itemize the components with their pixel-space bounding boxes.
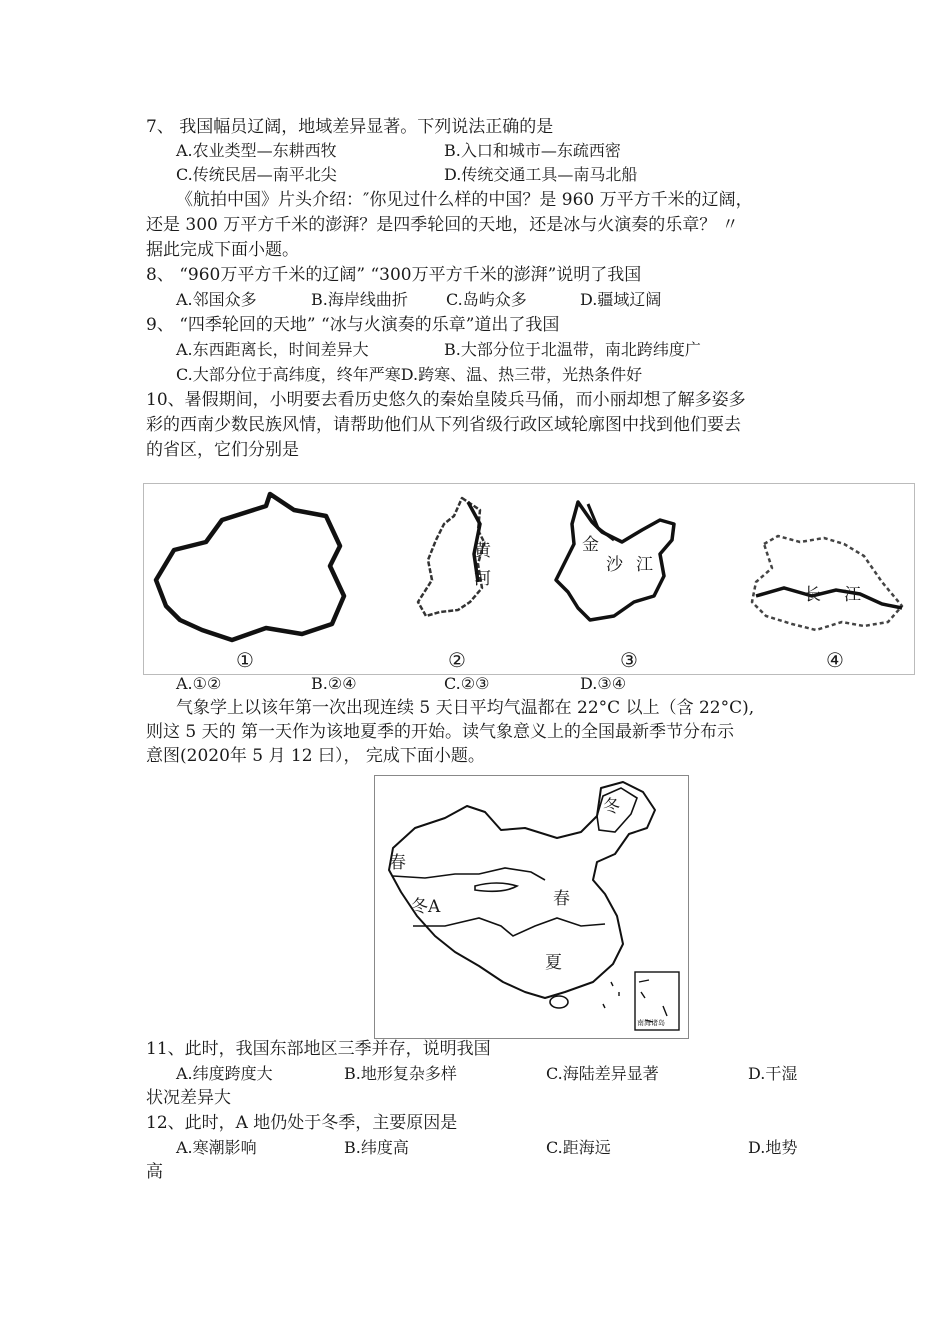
label-circle-4: ④: [826, 648, 844, 672]
province-outlines: [144, 484, 914, 674]
label-circle-2: ②: [448, 648, 466, 672]
q12-option-d: D.地势: [748, 1138, 798, 1157]
q10-option-b: B.②④: [311, 674, 357, 693]
intro2-line3: 意图(2020年 5 月 12 曰）， 完成下面小题。: [146, 746, 485, 766]
q8-option-d: D.疆域辽阔: [580, 290, 662, 309]
label-circle-1: ①: [236, 648, 254, 672]
q9-option-cd: C.大部分位于高纬度，终年严寒D.跨寒、温、热三带，光热条件好: [176, 365, 643, 384]
q11-option-b: B.地形复杂多样: [344, 1064, 457, 1083]
label-chang: 长: [804, 585, 821, 605]
question-10-line1: 10、暑假期间，小明要去看历史悠久的秦始皇陵兵马俑，而小丽却想了解多姿多: [146, 390, 746, 410]
q9-option-b: B.大部分位于北温带，南北跨纬度广: [444, 340, 701, 359]
q12-option-c: C.距海远: [546, 1138, 611, 1157]
label-jin: 金: [582, 535, 599, 555]
intro2-line1: 气象学上以该年第一次出现连续 5 天日平均气温都在 22°C 以上（含 22°C),: [176, 698, 755, 718]
q10-option-c: C.②③: [444, 674, 490, 693]
label-jiang-2: 江: [844, 585, 861, 605]
question-7-stem: 7、 我国幅员辽阔，地域差异显著。下列说法正确的是: [146, 117, 554, 137]
q10-option-d: D.③④: [580, 674, 627, 693]
label-winter-a: 冬A: [411, 897, 441, 917]
q10-option-a: A.①②: [176, 674, 222, 693]
q11-option-a: A.纬度跨度大: [176, 1064, 273, 1083]
q11-option-d: D.干湿: [748, 1064, 798, 1083]
q12-option-b: B.纬度高: [344, 1138, 409, 1157]
q11-option-d-cont: 状况差异大: [146, 1088, 231, 1108]
label-summer: 夏: [545, 953, 562, 973]
q12-option-a: A.寒潮影响: [176, 1138, 257, 1157]
question-9-stem: 9、 “四季轮回的天地” “冰与火演奏的乐章”道出了我国: [146, 315, 560, 335]
intro1-line1: 《航拍中国》片头介绍：″你见过什么样的中国？是 960 万平方千米的辽阔，: [176, 190, 753, 210]
label-circle-3: ③: [620, 648, 638, 672]
q12-option-d-cont: 高: [146, 1162, 163, 1182]
q7-option-b: B.入口和城市—东疏西密: [444, 141, 621, 160]
intro1-line3: 据此完成下面小题。: [146, 240, 299, 260]
intro1-line2: 还是 300 万平方千米的澎湃？是四季轮回的天地，还是冰与火演奏的乐章？ 〃: [146, 215, 739, 235]
q11-option-c: C.海陆差异显著: [546, 1064, 659, 1083]
label-huang: 黄: [474, 541, 491, 561]
label-sha: 沙: [606, 555, 623, 575]
province-outline-figure: [143, 483, 915, 675]
question-10-line2: 彩的西南少数民族风情，请帮助他们从下列省级行政区域轮廓图中找到他们要去: [146, 415, 741, 435]
q7-option-d: D.传统交通工具—南马北船: [444, 165, 638, 184]
q7-option-a: A.农业类型—东耕西牧: [176, 141, 337, 160]
label-winter-ne: 冬: [603, 797, 620, 817]
season-map-figure: [374, 775, 689, 1039]
label-jiang-1: 江: [636, 555, 653, 575]
question-10-line3: 的省区，它们分别是: [146, 440, 299, 460]
label-inset-south-china-sea: 南海诸岛: [637, 1019, 665, 1027]
question-12-stem: 12、此时，A 地仍处于冬季，主要原因是: [146, 1113, 458, 1133]
q7-option-c: C.传统民居—南平北尖: [176, 165, 337, 184]
q8-option-b: B.海岸线曲折: [311, 290, 408, 309]
q8-option-a: A.邻国众多: [176, 290, 257, 309]
label-spring-west: 春: [389, 853, 406, 873]
q9-option-a: A.东西距离长，时间差异大: [176, 340, 369, 359]
label-spring-east: 春: [553, 889, 570, 909]
question-8-stem: 8、 “960万平方千米的辽阔” “300万平方千米的澎湃”说明了我国: [146, 265, 642, 285]
intro2-line2: 则这 5 天的 第一天作为该地夏季的开始。读气象意义上的全国最新季节分布示: [146, 722, 735, 742]
label-he: 河: [474, 569, 491, 589]
q8-option-c: C.岛屿众多: [446, 290, 527, 309]
question-11-stem: 11、此时，我国东部地区三季并存，说明我国: [146, 1039, 491, 1059]
